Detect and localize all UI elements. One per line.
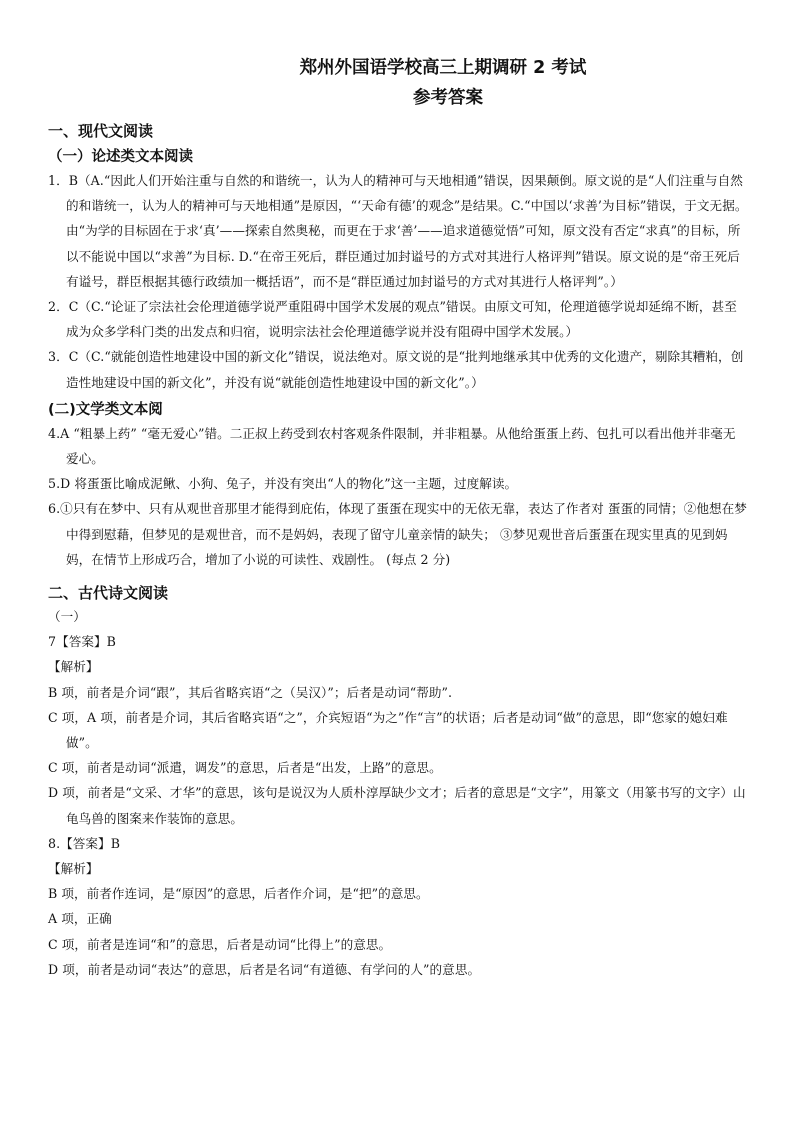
page-subtitle: 参考答案 — [413, 88, 483, 108]
analysis-q8-a: A 项，正确 — [48, 911, 112, 927]
subsection-heading-literary: (二)文学类文本阅 — [48, 401, 163, 418]
analysis-q8-b: B 项，前者作连词，是“原因”的意思，后者作介词，是“把”的意思。 — [48, 886, 429, 902]
analysis-q7-c: C 项，A 项，前者是介词，其后省略宾语“之”，介宾短语“为之”作“言”的状语；后者是动词“做”的意思，即“您家的媳妇难做”。 — [48, 709, 728, 751]
section-heading-classical-reading: 二、古代诗文阅读 — [48, 584, 169, 603]
analysis-label-q8: 【解析】 — [48, 861, 99, 877]
subsection-heading-argumentative: （一）论述类文本阅读 — [48, 149, 193, 165]
subsection-label-one: （一） — [48, 609, 86, 625]
analysis-q7-c2: C 项，前者是动词“派遣，调发”的意思，后者是“出发，上路”的意思。 — [48, 760, 442, 776]
section-heading-modern-reading: 一、现代文阅读 — [48, 122, 154, 140]
answer-q6: 6.①只有在梦中、只有从观世音那里才能得到庇佑，体现了蛋蛋在现实中的无依无靠，表达了作者对 蛋蛋的同情；②他想在梦中得到慰藉，但梦见的是观世音，而不是妈妈，表现了留守儿童亲情的缺失； ③梦见观世音后蛋蛋在现实里真的见到妈妈，在情节上形成巧合，增加了小说的可读性、戏剧性。 (每点 2 分) — [48, 501, 747, 567]
answer-q5: 5.D 将蛋蛋比喻成泥鳅、小狗、兔子，并没有突出“人的物化”这一主题，过度解读。 — [48, 476, 518, 492]
analysis-q8-c: C 项，前者是连词“和”的意思，后者是动词“比得上”的意思。 — [48, 936, 392, 952]
analysis-q7-b: B 项，前者是介词“跟”，其后省略宾语“之（吴汉）”；后者是动词“帮助”. — [48, 684, 453, 700]
analysis-q8-d: D 项，前者是动词“表达”的意思，后者是名词“有道德、有学问的人”的意思。 — [48, 961, 481, 977]
answer-q3: 3．C（C.“就能创造性地建设中国的新文化”错误，说法绝对。原文说的是“批判地继承其中优秀的文化遗产，剔除其糟粕，创造性地建设中国的新文化”，并没有说“就能创造性地建设中国的新文化”。） — [48, 349, 744, 390]
analysis-q7-d: D 项，前者是“文采、才华”的意思，该句是说汉为人质朴淳厚缺少文才；后者的意思是“文字”，用篆文（用篆书写的文字）山龟鸟兽的图案来作装饰的意思。 — [48, 785, 746, 826]
answer-q2: 2．C（C.“论证了宗法社会伦理道德学说严重阻碍中国学术发展的观点”错误。由原文可知，伦理道德学说却延绵不断，甚至成为众多学科门类的出发点和归宿，说明宗法社会伦理道德学说并没有阻碍中国学术发展。） — [48, 299, 737, 340]
answer-q1: 1．B（A.“因此人们开始注重与自然的和谐统一，认为人的精神可与天地相通”错误，因果颠倒。原文说的是“人们注重与自然的和谐统一，认为人的精神可与天地相通”是原因，“‘天命有德’的观念”是结果。C.“中国以‘求善’为目标”错误，于文无据。由“为学的目标固在于求‘真’——探索自然奥秘，而更在于求‘善’——追求道德觉悟”可知，原文没有否定“求真”的目标，所以不能说中国以“求善”为目标. D.“在帝王死后，群臣通过加封谥号的方式对其进行人格评判”错误。原文说的是“帝王死后有谥号，群臣根据其德行政绩加一概括语”，而不是“群臣通过加封谥号的方式对其进行人格评判”。） — [48, 173, 748, 289]
answer-q7: 7【答案】B — [48, 634, 116, 650]
answer-q4: 4.A “粗暴上药” “毫无爱心”错。二正叔上药受到农村客观条件限制，并非粗暴。从他给蛋蛋上药、包扎可以看出他并非毫无爱心。 — [48, 425, 736, 467]
analysis-label-q7: 【解析】 — [48, 659, 99, 675]
answer-q8: 8.【答案】B — [48, 835, 120, 851]
page-title: 郑州外国语学校高三上期调研 2 考试 — [299, 58, 587, 78]
